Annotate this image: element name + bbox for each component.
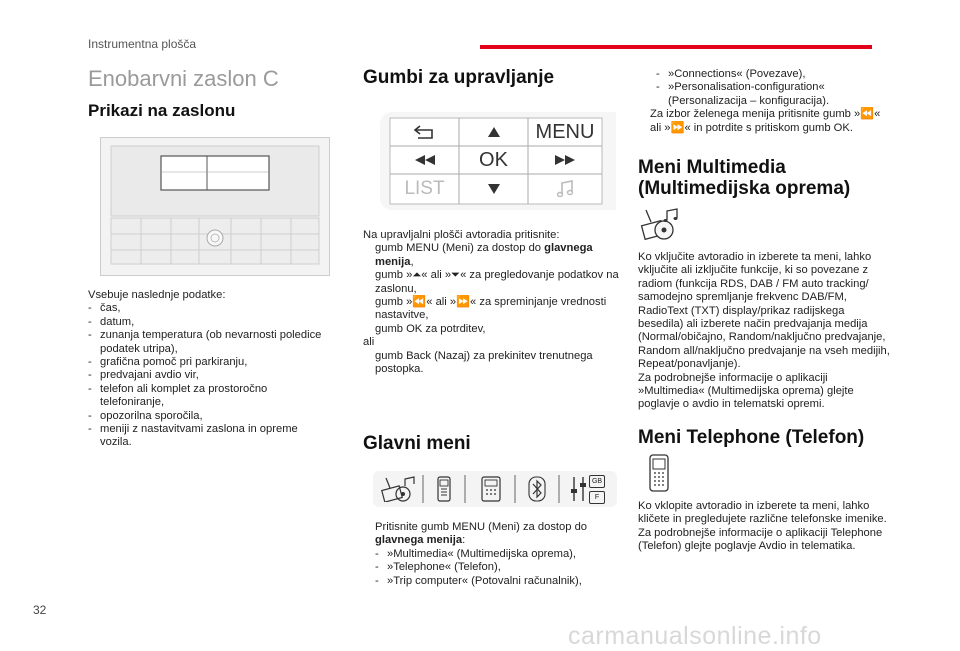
back-button[interactable]	[390, 118, 459, 146]
telephone-reference: Za podrobnejše informacije o aplikaciji Telephone (Telefon) glejte poglavje Avdio in telematika.	[638, 526, 883, 553]
multimedia-icon[interactable]	[381, 476, 417, 502]
list-item: - telefon ali komplet za prostoročno telefoniranje,	[88, 382, 268, 409]
controls-intro: Na upravljalni plošči avtoradia pritisnite:	[363, 229, 560, 241]
or-text: ali	[363, 336, 375, 349]
list-button[interactable]: LIST	[404, 178, 445, 199]
music-note-icon	[555, 179, 575, 199]
main-menu-icons	[373, 471, 617, 507]
double-right-icon	[554, 154, 576, 166]
settings-sliders-icon[interactable]	[569, 475, 591, 503]
list-item: - meniji z nastavitvami zaslona in opreme vozila.	[88, 423, 298, 449]
list-item: gumb »⏶« ali »⏷« za pregledovanje podatkov na zaslonu,	[375, 269, 619, 295]
language-gb-badge: GB	[589, 475, 605, 488]
down-button[interactable]	[459, 174, 528, 204]
list-item: - »Personalisation-configuration« (Personalizacija – konfiguracija).	[656, 81, 830, 107]
forward-button[interactable]	[528, 146, 602, 174]
multimedia-text-block	[638, 251, 890, 412]
header-accent-bar	[480, 45, 872, 49]
controls-text-block	[363, 229, 619, 376]
display-intro: Vsebuje naslednje podatke:	[88, 289, 226, 301]
list-item: Za izbor želenega menija pritisnite gumb »⏪« ali »⏩« in potrdite s pritiskom gumb OK.	[650, 108, 881, 134]
triangle-down-icon	[487, 183, 501, 195]
telephone-large-icon	[648, 454, 670, 492]
watermark: carmanualsonline.info	[568, 622, 822, 650]
section-title-telephone: Meni Telephone (Telefon)	[638, 427, 865, 448]
up-button[interactable]	[459, 118, 528, 146]
list-item: - »Multimedia« (Multimedijska oprema),	[375, 547, 577, 560]
triangle-up-icon	[487, 126, 501, 138]
list-item: - »Connections« (Povezave),	[656, 68, 806, 80]
page-number: 32	[33, 603, 47, 617]
list-item: - »Telephone« (Telefon),	[375, 561, 501, 574]
list-item: gumb Back (Nazaj) za prekinitev trenutnega postopka.	[375, 349, 593, 376]
menu-button[interactable]: MENU	[535, 120, 595, 143]
rewind-button[interactable]	[390, 146, 459, 174]
list-item: - datum,	[88, 315, 135, 328]
section-title-display: Prikazi na zaslonu	[88, 101, 236, 120]
language-f-badge: F	[589, 491, 605, 504]
display-illustration	[100, 137, 330, 276]
list-item: gumb »⏪« ali »⏩« za spreminjanje vrednosti nastavitve,	[375, 296, 607, 322]
display-info-block	[88, 289, 328, 450]
section-title-main-menu: Glavni meni	[363, 433, 471, 454]
list-item: gumb MENU (Meni) za dostop do glavnega menija,	[375, 242, 593, 268]
list-item: Pritisnite gumb MENU (Meni) za dostop do glavnega menija:	[375, 521, 588, 547]
telephone-text-block	[638, 500, 890, 554]
section-header: Instrumentna plošča	[88, 37, 197, 51]
music-button[interactable]	[528, 174, 602, 204]
list-item: - zunanja temperatura (ob nevarnosti poledice podatek utripa),	[88, 329, 322, 355]
list-item: - čas,	[88, 302, 121, 315]
telephone-description: Ko vklopite avtoradio in izberete ta meni, lahko kličete in pregledujete različne telefonske imenike.	[638, 500, 887, 526]
multimedia-description: Ko vključite avtoradio in izberete ta meni, lahko vključite ali izključite funkcije, ki so povezane z radiom (funkcija RDS, DAB / FM auto tracking/ samodejno spremljanje frekvenc DAB/FM, RadioText (TXT) display/prikaz radijskega besedila) ali izberete način predvajanja medija (Normal/običajno, Random/naključno predvajanje, Random all/naključno predvajanje na vseh medijih, Repeat/ponavljanje).	[638, 251, 890, 371]
multimedia-large-icon	[640, 208, 680, 242]
back-arrow-icon	[412, 124, 438, 140]
list-item: - opozorilna sporočila,	[88, 409, 203, 422]
list-item: - predvajani avdio vir,	[88, 369, 199, 382]
main-menu-text-block	[363, 521, 619, 588]
radio-display-icon	[101, 138, 329, 275]
list-item: gumb OK za potrditev,	[375, 322, 486, 335]
telephone-icon[interactable]	[435, 476, 453, 502]
bluetooth-icon[interactable]	[528, 476, 546, 502]
section-title-controls: Gumbi za upravljanje	[363, 67, 555, 88]
list-item: - grafična pomoč pri parkiranju,	[88, 356, 248, 369]
control-panel-illustration	[380, 112, 616, 210]
ok-button[interactable]: OK	[479, 148, 508, 171]
list-item: - »Trip computer« (Potovalni računalnik),	[375, 574, 582, 587]
multimedia-reference: Za podrobnejše informacije o aplikaciji »Multimedia« (Multimedijska oprema) glejte poglavje o avdio in telematski opremi.	[638, 371, 854, 411]
main-menu-continued	[638, 68, 888, 135]
double-left-icon	[414, 154, 436, 166]
page-title: Enobarvni zaslon C	[88, 66, 279, 91]
trip-computer-icon[interactable]	[479, 476, 503, 502]
section-title-multimedia: Meni Multimedia (Multimedijska oprema)	[638, 157, 851, 199]
